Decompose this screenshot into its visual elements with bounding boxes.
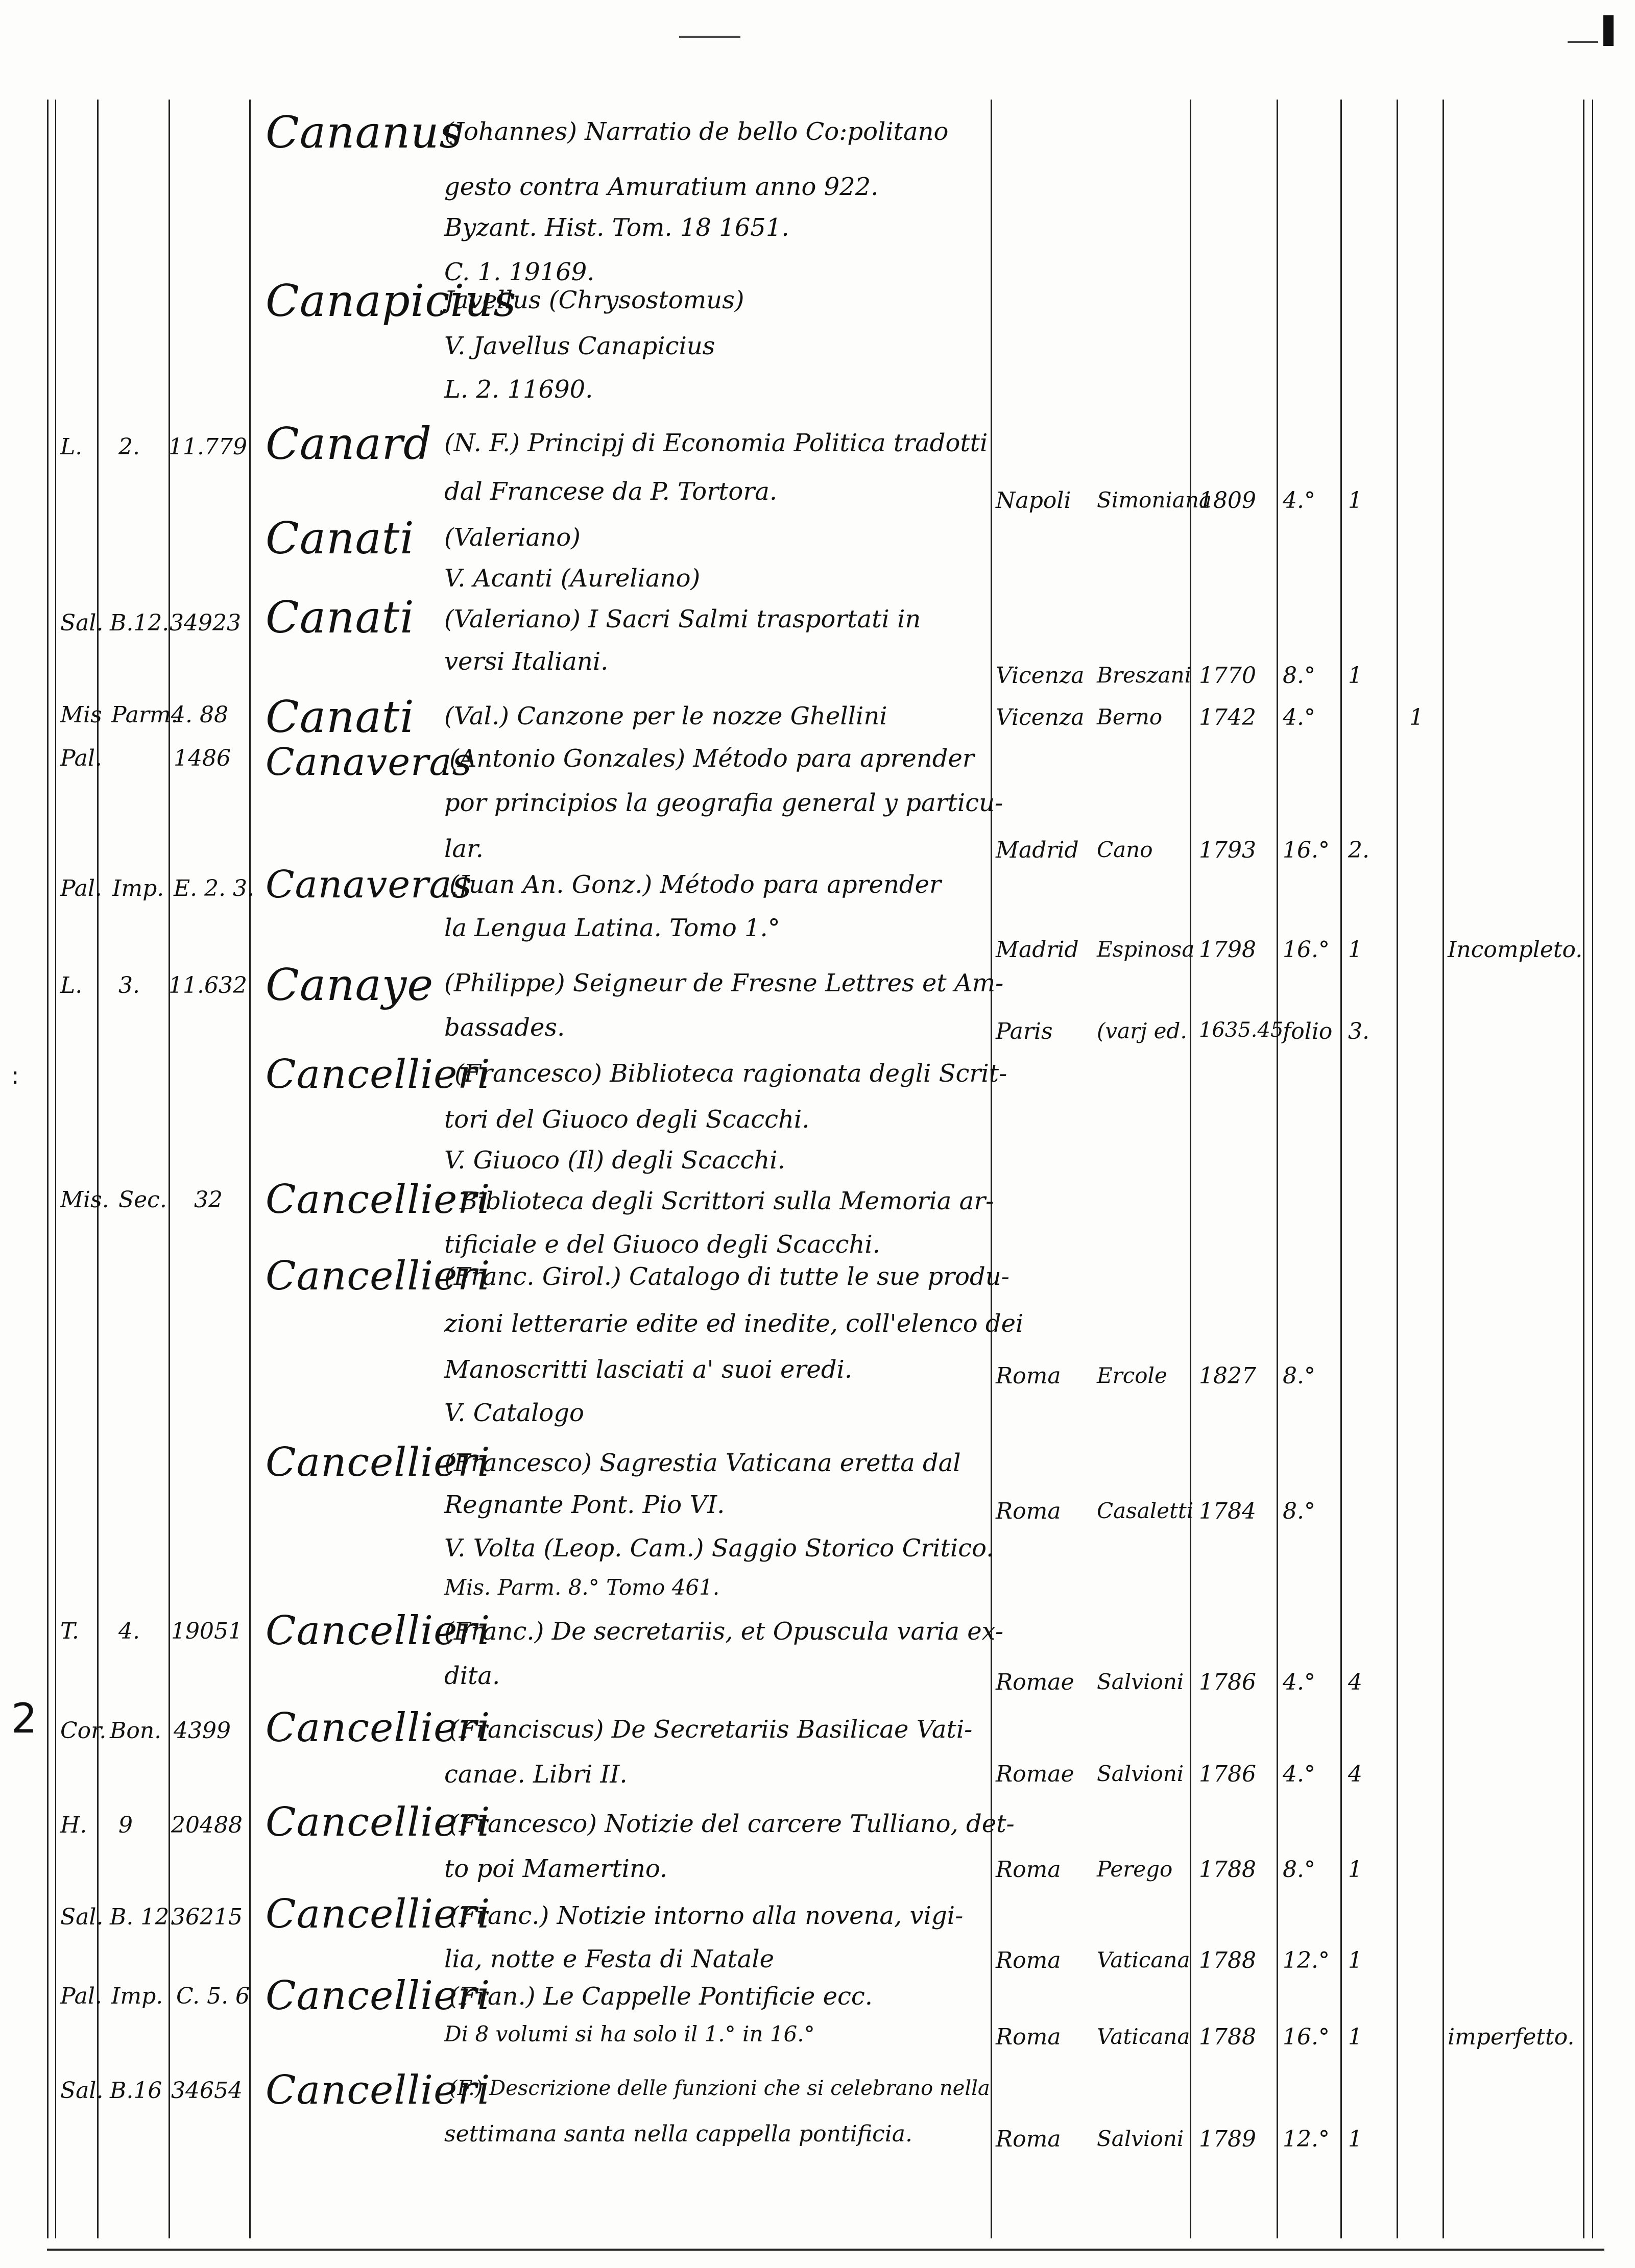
entry-text-line: L. 2. 11690.: [444, 375, 593, 404]
catalog-entry: [0, 1177, 1635, 1259]
top-dash: [679, 36, 740, 38]
entry-text-line: (Francesco) Sagrestia Vaticana eretta dal: [444, 1449, 961, 1477]
entry-shelf: H.: [60, 1812, 87, 1838]
entry-shelf: Cor.: [60, 1718, 107, 1744]
entry-text-line: lar.: [444, 835, 484, 863]
entry-case: Imp.: [111, 1983, 163, 2009]
entry-text-line: settimana santa nella cappella pontificia.: [444, 2121, 912, 2147]
entry-text-line: (Franciscus) De Secretariis Basilicae Vati-: [449, 1715, 973, 1744]
bottom-ruling: [47, 2249, 1604, 2251]
entry-case: 2.: [118, 434, 140, 460]
entry-printer: Ercole: [1097, 1363, 1167, 1388]
entry-surname: Cancellieri: [266, 1177, 491, 1223]
entry-case: Imp.: [112, 875, 164, 901]
entry-volumes: 1: [1348, 2024, 1362, 2050]
catalog-entry: [0, 1608, 1635, 1695]
entry-number: 4. 88: [171, 702, 228, 728]
entry-year: 1770: [1199, 663, 1256, 689]
catalog-entry: [0, 1705, 1635, 1789]
entry-case: 4.: [118, 1618, 140, 1644]
entry-number: 1486: [174, 745, 231, 771]
entry-text-line: Regnante Pont. Pio VI.: [444, 1491, 725, 1519]
entry-case: Sec.: [118, 1187, 167, 1213]
entry-text-line: (Francesco) Notizie del carcere Tulliano, det-: [449, 1810, 1015, 1838]
entry-printer: Vaticana: [1097, 1947, 1190, 1972]
catalog-entry: [0, 513, 1635, 593]
entry-format: 12.°: [1283, 2126, 1330, 2152]
entry-printer: (varj ed.: [1097, 1018, 1187, 1043]
entry-number: 32: [194, 1187, 223, 1213]
catalog-entry: [0, 1891, 1635, 1973]
entry-text-line: V. Giuoco (Il) degli Scacchi.: [444, 1146, 785, 1175]
entry-volumes: 1: [1348, 487, 1362, 514]
entry-shelf: Pal.: [60, 1983, 102, 2009]
entry-shelf: L.: [60, 972, 83, 998]
margin-mark: :: [11, 1062, 19, 1089]
entry-surname: Cancellieri: [266, 1891, 491, 1937]
entry-place: Napoli: [996, 487, 1071, 514]
entry-shelf: Mis.: [60, 1187, 109, 1213]
entry-text-line: (Fran.) Le Cappelle Pontificie ecc.: [449, 1982, 873, 2011]
entry-year: 1742: [1199, 704, 1256, 730]
entry-text-line: (Franc.) Notizie intorno alla novena, vigi-: [449, 1901, 964, 1930]
entry-text-line: V. Volta (Leop. Cam.) Saggio Storico Critico.: [444, 1534, 994, 1563]
entry-shelf: Sal.: [60, 1904, 104, 1930]
entry-place: Roma: [996, 2126, 1061, 2152]
entry-printer: Cano: [1097, 837, 1153, 862]
entry-surname: Canapicius: [266, 276, 517, 327]
entry-place: Roma: [996, 1498, 1061, 1524]
entry-year: 1786: [1199, 1761, 1256, 1787]
entry-shelf: Sal.: [60, 2078, 104, 2104]
entry-place: Roma: [996, 1857, 1061, 1883]
entry-text-line: C. 1. 19169.: [444, 258, 595, 286]
entry-format: 4.°: [1283, 1761, 1315, 1787]
entry-printer: Espinosa: [1097, 937, 1195, 962]
entry-number: 20488: [171, 1812, 243, 1838]
entry-case: 9: [118, 1812, 133, 1838]
catalog-entry: [0, 960, 1635, 1044]
entry-text-line: Di 8 volumi si ha solo il 1.° in 16.°: [444, 2021, 815, 2046]
entry-text-line: (Franc.) De secretariis, et Opuscula varia ex-: [444, 1617, 1004, 1646]
catalog-entry: [0, 276, 1635, 404]
entry-surname: Canaveras: [266, 740, 472, 784]
catalog-entry: [0, 692, 1635, 743]
entry-shelf: Pal.: [60, 875, 102, 901]
entry-place: Vicenza: [996, 704, 1085, 730]
entry-number: 19051: [171, 1618, 243, 1644]
entry-number: E. 2. 3.: [174, 875, 255, 901]
entry-format: 8.°: [1283, 1498, 1315, 1524]
entry-year: 1793: [1199, 837, 1256, 863]
entry-format: 4.°: [1283, 1669, 1315, 1695]
catalog-entry: [0, 863, 1635, 963]
entry-case: B.16: [110, 2078, 162, 2104]
entry-text-line: (Juan An. Gonz.) Método para aprender: [449, 870, 941, 899]
entry-volumes: 1: [1348, 663, 1362, 689]
entry-year: 1635.45: [1199, 1018, 1284, 1042]
entry-volumes: 1: [1348, 1857, 1362, 1883]
entry-format: 12.°: [1283, 1947, 1330, 1973]
entry-text-line: (Valeriano): [444, 523, 581, 552]
entry-volumes: 4: [1348, 1669, 1362, 1695]
entry-surname: Canaveras: [266, 863, 472, 907]
entry-case: Parm.: [111, 702, 178, 728]
entry-place: Roma: [996, 1363, 1061, 1389]
entry-format: 4.°: [1283, 487, 1315, 514]
entry-number: 34654: [171, 2078, 243, 2104]
entry-volumes: 1: [1348, 1947, 1362, 1973]
entry-volumes: 4: [1348, 1761, 1362, 1787]
entry-text-line: tori del Giuoco degli Scacchi.: [444, 1105, 810, 1134]
entry-printer: Casaletti: [1097, 1498, 1194, 1523]
entry-text-line: Biblioteca degli Scrittori sulla Memoria ar-: [460, 1187, 994, 1215]
entry-year: 1788: [1199, 2024, 1256, 2050]
catalog-entry: [0, 1799, 1635, 1883]
entry-text-line: lia, notte e Festa di Natale: [444, 1945, 775, 1973]
corner-mark: [1603, 15, 1614, 46]
entry-format: 16.°: [1283, 837, 1330, 863]
entry-number: 11.779: [169, 434, 247, 460]
entry-text-line: (Valeriano) I Sacri Salmi trasportati in: [444, 605, 921, 633]
entry-year: 1784: [1199, 1498, 1256, 1524]
entry-volumes: 3.: [1348, 1018, 1369, 1044]
entry-text-line: dita.: [444, 1662, 500, 1690]
entry-text-line: la Lengua Latina. Tomo 1.°: [444, 914, 780, 942]
catalog-entry: [0, 107, 1635, 286]
entry-place: Vicenza: [996, 663, 1085, 689]
entry-surname: Cancellieri: [266, 2067, 491, 2113]
catalog-entry: [0, 1052, 1635, 1175]
entry-case: 3.: [118, 972, 140, 998]
entry-text-line: to poi Mamertino.: [444, 1855, 668, 1883]
entry-format: 16.°: [1283, 2024, 1330, 2050]
entry-surname: Canati: [266, 692, 415, 743]
entry-place: Romae: [996, 1761, 1074, 1787]
entry-text-line: (Antonio Gonzales) Método para aprender: [449, 744, 974, 773]
entry-surname: Cananus: [266, 107, 463, 158]
entry-printer: Salvioni: [1097, 2126, 1184, 2151]
entry-shelf: Sal.: [60, 610, 104, 636]
entry-year: 1809: [1199, 487, 1256, 514]
entry-place: Madrid: [996, 937, 1079, 963]
entry-shelf: Mis: [60, 702, 102, 728]
entry-text-line: zioni letterarie edite ed inedite, coll'elenco dei: [444, 1309, 1024, 1338]
entry-printer: Breszani: [1097, 663, 1192, 688]
entry-text-line: (Francesco) Biblioteca ragionata degli Scrit-: [454, 1059, 1007, 1088]
entry-shelf: L.: [60, 434, 83, 460]
entry-format: 8.°: [1283, 1363, 1315, 1389]
entry-place: Roma: [996, 2024, 1061, 2050]
entry-year: 1827: [1199, 1363, 1256, 1389]
entry-case: B. 12.: [110, 1904, 177, 1930]
entry-year: 1788: [1199, 1947, 1256, 1973]
entry-format: 4.°: [1283, 704, 1315, 730]
entry-text-line: gesto contra Amuratium anno 922.: [444, 173, 879, 201]
entry-volumes: 1: [1348, 937, 1362, 963]
entry-text-line: Manoscritti lasciati a' suoi eredi.: [444, 1355, 853, 1384]
margin-mark: 2: [11, 1695, 37, 1742]
entry-text-line: versi Italiani.: [444, 647, 609, 676]
entry-place: Roma: [996, 1947, 1061, 1973]
entry-surname: Cancellieri: [266, 1253, 491, 1299]
catalog-entry: [0, 419, 1635, 514]
entry-number: 34923: [170, 610, 241, 636]
entry-number: C. 5. 6: [176, 1983, 250, 2009]
entry-place: Madrid: [996, 837, 1079, 863]
entry-surname: Canard: [266, 419, 432, 470]
entry-surname: Cancellieri: [266, 1705, 491, 1751]
entry-year: 1786: [1199, 1669, 1256, 1695]
entry-format: 8.°: [1283, 1857, 1315, 1883]
entry-place: Romae: [996, 1669, 1074, 1695]
entry-printer: Simoniana: [1097, 487, 1212, 513]
entry-printer: Salvioni: [1097, 1761, 1184, 1786]
entry-number: 11.632: [169, 972, 247, 998]
entry-text-line: V. Catalogo: [444, 1399, 584, 1427]
entry-place: Paris: [996, 1018, 1053, 1044]
top-dash: [1568, 41, 1598, 43]
entry-case: B.12.: [110, 610, 170, 636]
entry-text-line: V. Javellus Canapicius: [444, 332, 715, 360]
entry-printer: Perego: [1097, 1857, 1173, 1882]
catalog-entry: [0, 740, 1635, 863]
entry-volumes: 2.: [1348, 837, 1369, 863]
entry-text-line: por principios la geografia general y particu-: [444, 789, 1003, 817]
entry-note: Incompleto.: [1448, 937, 1583, 963]
entry-text-line: Mis. Parm. 8.° Tomo 461.: [444, 1575, 720, 1600]
entry-text-line: canae. Libri II.: [444, 1760, 628, 1789]
entry-case: Bon.: [110, 1718, 162, 1744]
entry-year: 1788: [1199, 1857, 1256, 1883]
entry-text-line: dal Francese da P. Tortora.: [444, 477, 778, 506]
entry-text-line: Javellus (Chrysostomus): [444, 286, 744, 314]
entry-number: 4399: [174, 1718, 231, 1744]
catalog-entry: [0, 1973, 1635, 2050]
catalog-entry: [0, 1253, 1635, 1427]
entry-shelf: Pal.: [60, 745, 102, 771]
entry-surname: Canaye: [266, 960, 434, 1011]
entry-volumes: 1: [1348, 2126, 1362, 2152]
entry-surname: Cancellieri: [266, 1608, 491, 1654]
entry-surname: Canati: [266, 513, 415, 564]
entry-printer: Salvioni: [1097, 1669, 1184, 1694]
entry-text-line: (N. F.) Principj di Economia Politica tradotti: [444, 429, 988, 457]
entry-format: 8.°: [1283, 663, 1315, 689]
entry-text-line: (Franc. Girol.) Catalogo di tutte le sue produ-: [444, 1262, 1009, 1291]
entry-text-line: (Philippe) Seigneur de Fresne Lettres et Am-: [444, 969, 1004, 997]
entry-text-line: (Johannes) Narratio de bello Co:politano: [444, 117, 949, 146]
entry-surname: Cancellieri: [266, 1440, 491, 1485]
entry-text-line: bassades.: [444, 1013, 565, 1042]
catalog-entry: [0, 2067, 1635, 2152]
entry-year: 1789: [1199, 2126, 1256, 2152]
entry-text-line: V. Acanti (Aureliano): [444, 564, 701, 593]
entry-surname: Cancellieri: [266, 1799, 491, 1845]
entry-format: folio: [1283, 1018, 1333, 1044]
entry-printer: Vaticana: [1097, 2024, 1190, 2049]
entry-surname: Canati: [266, 592, 415, 643]
entry-number: 36215: [171, 1904, 243, 1930]
entry-format: 16.°: [1283, 937, 1330, 963]
entry-text-line: Byzant. Hist. Tom. 18 1651.: [444, 213, 789, 242]
entry-text-line: (Val.) Canzone per le nozze Ghellini: [444, 702, 887, 730]
entry-printer: Berno: [1097, 704, 1163, 729]
entry-note: imperfetto.: [1448, 2024, 1575, 2050]
entry-year: 1798: [1199, 937, 1256, 963]
entry-shelf: T.: [60, 1618, 79, 1644]
entry-surname: Cancellieri: [266, 1052, 491, 1098]
catalog-entry: [0, 592, 1635, 689]
entry-text-line: (F.) Descrizione delle funzioni che si celebrano nella: [449, 2077, 990, 2100]
catalog-entry: [0, 1440, 1635, 1600]
entry-extra-count: 1: [1409, 704, 1424, 730]
entry-text-line: tificiale e del Giuoco degli Scacchi.: [444, 1230, 880, 1259]
entry-surname: Cancellieri: [266, 1973, 491, 2019]
